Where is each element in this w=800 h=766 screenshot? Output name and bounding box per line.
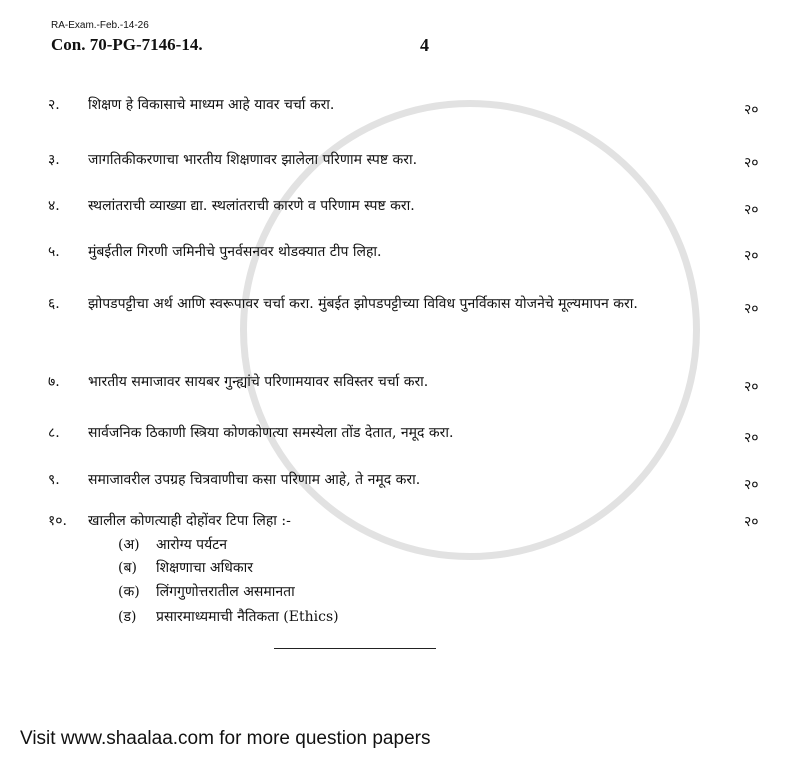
question-8 <box>48 421 728 445</box>
footer-link-text: Visit www.shaalaa.com for more question papers <box>20 728 431 749</box>
question-text: शिक्षण हे विकासाचे माध्यम आहे यावर चर्चा करा. <box>88 97 335 113</box>
question-marks: २० <box>744 430 759 446</box>
exam-ref: RA-Exam.-Feb.-14-26 <box>51 20 149 31</box>
question-marks: २० <box>744 202 759 218</box>
question-number: १०. <box>48 513 68 529</box>
question-number: ३. <box>48 152 60 168</box>
question-number: ६. <box>48 296 60 312</box>
end-rule <box>274 648 436 649</box>
sub-item: (ड) प्रसारमाध्यमाची नैतिकता (Ethics) <box>118 609 339 625</box>
question-6 <box>48 292 728 316</box>
question-marks: २० <box>744 514 759 530</box>
question-text: खालील कोणत्याही दोहोंवर टिपा लिहा :- <box>88 513 291 529</box>
question-text: झोपडपट्टीचा अर्थ आणि स्वरूपावर चर्चा करा. मुंबईत झोपडपट्टीच्या विविध पुनर्विकास योजनेचे मूल्यमापन करा. <box>88 296 638 312</box>
question-text: सार्वजनिक ठिकाणी स्त्रिया कोणकोणत्या समस्येला तोंड देतात, नमूद करा. <box>88 425 454 441</box>
question-number: ८. <box>48 425 60 441</box>
sub-item: (क) लिंगगुणोत्तरातील असमानता <box>118 584 295 600</box>
question-marks: २० <box>744 477 759 493</box>
question-number: २. <box>48 97 60 113</box>
question-text: जागतिकीकरणाचा भारतीय शिक्षणावर झालेला परिणाम स्पष्ट करा. <box>88 152 418 168</box>
question-text: समाजावरील उपग्रह चित्रवाणीचा कसा परिणाम आहे, ते नमूद करा. <box>88 472 421 488</box>
question-7 <box>48 370 728 394</box>
question-text: स्थलांतराची व्याख्या द्या. स्थलांतराची कारणे व परिणाम स्पष्ट करा. <box>88 198 415 214</box>
question-9 <box>48 468 728 492</box>
question-text: भारतीय समाजावर सायबर गुन्ह्यांचे परिणामयावर सविस्तर चर्चा करा. <box>88 374 429 390</box>
question-text: मुंबईतील गिरणी जमिनीचे पुनर्वसनवर थोडक्यात टीप लिहा. <box>88 244 382 260</box>
question-2 <box>48 93 728 117</box>
question-marks: २० <box>744 301 759 317</box>
question-marks: २० <box>744 102 759 118</box>
paper-code: Con. 70-PG-7146-14. <box>51 35 203 54</box>
sub-item: (ब) शिक्षणाचा अधिकार <box>118 560 253 576</box>
question-number: ९. <box>48 472 60 488</box>
question-number: ४. <box>48 198 60 214</box>
question-marks: २० <box>744 248 759 264</box>
question-marks: २० <box>744 379 759 395</box>
question-3 <box>48 148 728 172</box>
question-marks: २० <box>744 155 759 171</box>
page-number: 4 <box>420 35 429 55</box>
question-4 <box>48 194 728 218</box>
question-number: ५. <box>48 244 60 260</box>
question-number: ७. <box>48 374 60 390</box>
question-10 <box>48 509 728 533</box>
question-5 <box>48 240 728 264</box>
sub-item: (अ) आरोग्य पर्यटन <box>118 537 228 553</box>
